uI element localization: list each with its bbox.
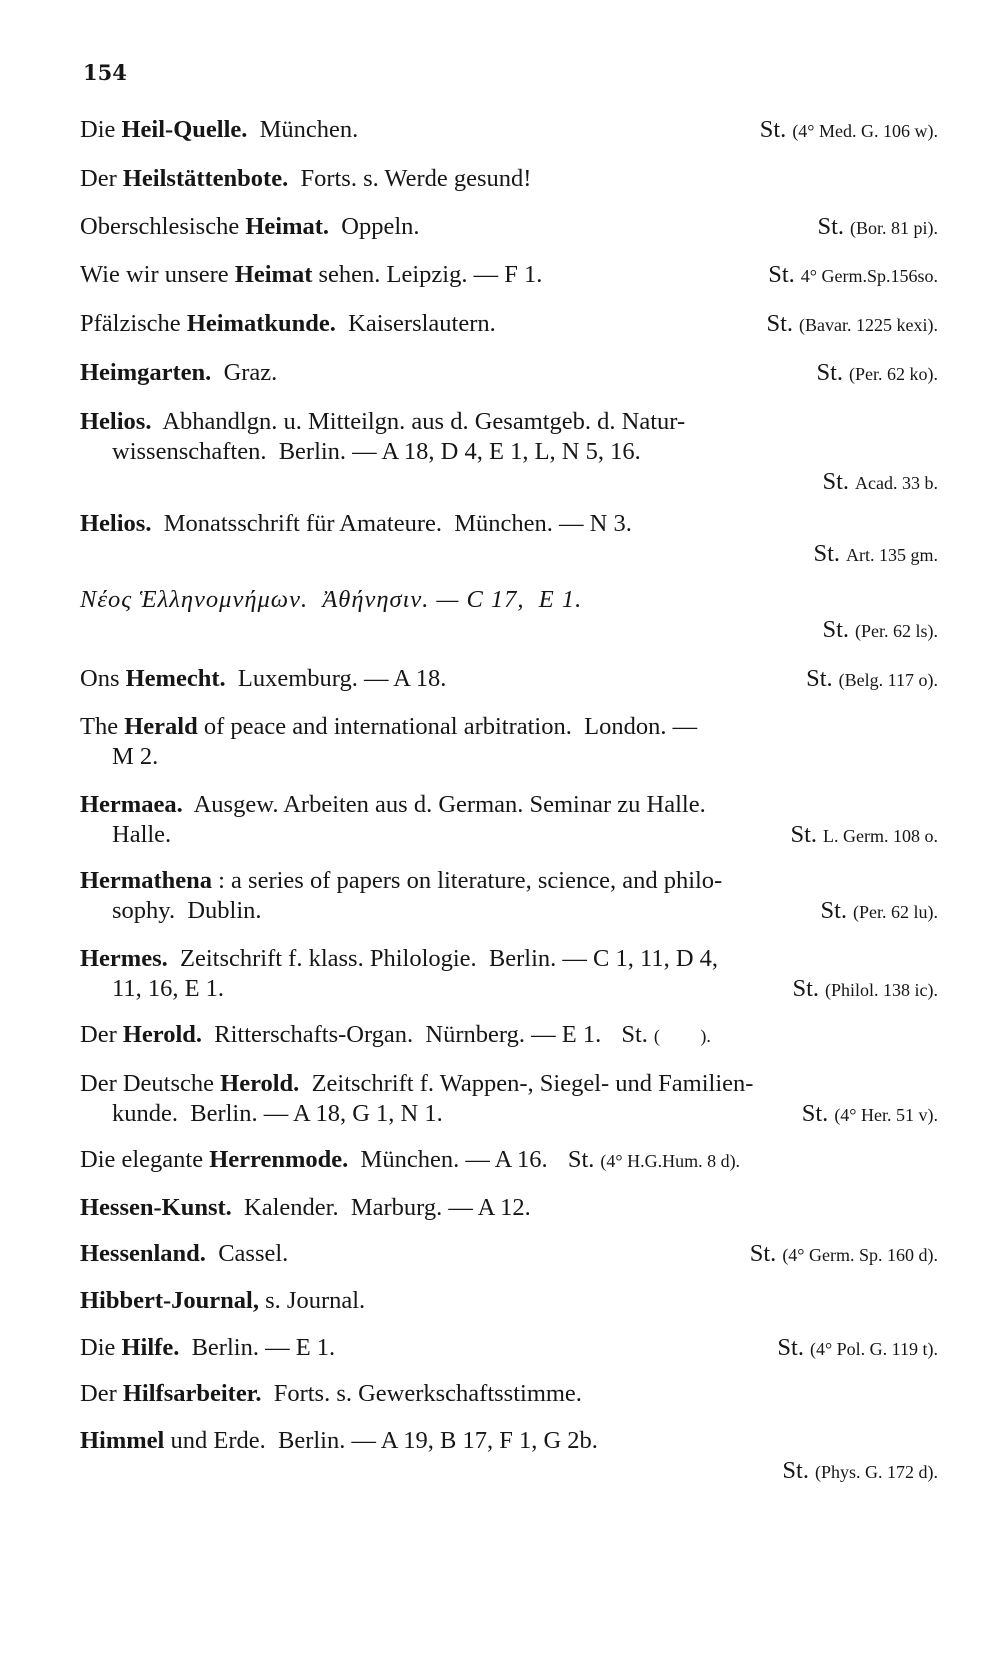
catalog-entry: Himmel und Erde. Berlin. — A 19, B 17, F 1, G 2b. St. (Phys. G. 172 d). (80, 1426, 938, 1487)
entry-title: Herrenmode. (209, 1146, 349, 1173)
shelfmark: St. (Bor. 81 pi). (817, 213, 938, 240)
shelfmark: St. (4° Germ. Sp. 160 d). (749, 1240, 938, 1267)
catalog-entry: Die Hilfe. Berlin. — E 1. St. (4° Pol. G. 119 t). (80, 1333, 938, 1364)
entry-title: Heil-Quelle. (121, 116, 248, 143)
entry-title: Helios. (80, 510, 152, 537)
catalog-entry: Wie wir unsere Heimat sehen. Leipzig. — F 1. St. 4° Germ.Sp.156so. (80, 260, 938, 291)
catalog-entry: Hermaea. Ausgew. Arbeiten aus d. German. Seminar zu Halle. Halle. St. L. Germ. 108 o. (80, 790, 938, 851)
entry-title: Heimatkunde. (186, 310, 336, 337)
shelfmark: St. (Bavar. 1225 kexi). (766, 310, 938, 337)
shelfmark: St. (Per. 62 lu). (820, 897, 938, 924)
entry-title: Hermathena (80, 867, 212, 894)
entry-title: Hemecht. (125, 665, 226, 692)
catalog-entry: Ons Hemecht. Luxemburg. — A 18. St. (Belg. 117 o). (80, 664, 938, 695)
entry-title: Herold. (220, 1070, 300, 1097)
entry-title: Hermaea. (80, 791, 183, 818)
catalog-entry: Der Hilfsarbeiter. Forts. s. Gewerkschaftsstimme. (80, 1380, 582, 1407)
shelfmark: St. (Per. 62 ko). (816, 359, 938, 386)
catalog-entry: Helios. Abhandlgn. u. Mitteilgn. aus d. Gesamtgeb. d. Natur- wissenschaften. Berlin. — A 18, D 4, E 1, L, N 5, 16. St. Acad. 33 b. (80, 407, 938, 498)
catalog-entry: Die elegante Herrenmode. München. — A 16. St. (4° H.G.Hum. 8 d). (80, 1146, 741, 1173)
shelfmark: St. Art. 135 gm. (813, 540, 938, 567)
shelfmark: St. (Per. 62 ls). (822, 616, 938, 643)
catalog-entry: Der Herold. Ritterschafts-Organ. Nürnberg. — E 1. St. ( ). (80, 1021, 711, 1048)
entry-title: Hessenland. (80, 1240, 206, 1267)
catalog-entry (80, 585, 938, 646)
entry-title: Heilstättenbote. (122, 165, 289, 192)
entry-title: Hermes. (80, 945, 168, 972)
catalog-entry: Pfälzische Heimatkunde. Kaiserslautern. St. (Bavar. 1225 kexi). (80, 309, 938, 340)
catalog-entry: Der Heilstättenbote. Forts. s. Werde gesund! (80, 165, 532, 192)
entry-title: Νέος Ἑλληνομνήμων. Ἀθήνησιν. — C 17, E 1. (80, 586, 583, 613)
catalog-entry: Hessen-Kunst. Kalender. Marburg. — A 12. (80, 1194, 531, 1221)
catalog-entry: Die Heil-Quelle. München. St. (4° Med. G. 106 w). (80, 115, 938, 146)
catalog-entry: Oberschlesische Heimat. Oppeln. St. (Bor. 81 pi). (80, 212, 938, 243)
entry-title: Heimat (234, 261, 313, 288)
catalog-entry: The Herald of peace and international arbitration. London. — M 2. (80, 713, 698, 770)
shelfmark: St. (Phys. G. 172 d). (782, 1457, 938, 1484)
entry-title: Hilfsarbeiter. (122, 1380, 262, 1407)
shelfmark: St. Acad. 33 b. (822, 468, 938, 495)
entry-title: Hessen-Kunst. (80, 1194, 232, 1221)
page-number: 154 (83, 60, 127, 85)
catalog-entry: Hibbert-Journal, s. Journal. (80, 1287, 366, 1314)
entry-title: Heimat. (245, 213, 330, 240)
entry-title: Herold. (122, 1021, 203, 1048)
shelfmark: St. (4° Pol. G. 119 t). (777, 1334, 938, 1361)
shelfmark: St. (4° Med. G. 106 w). (759, 116, 938, 143)
entry-title: Himmel (80, 1427, 165, 1454)
entry-title: Helios. (80, 408, 152, 435)
catalog-entry: Helios. Monatsschrift für Amateure. München. — N 3. St. Art. 135 gm. (80, 509, 938, 570)
shelfmark: St. (Belg. 117 o). (806, 665, 938, 692)
catalog-entry: Hessenland. Cassel. St. (4° Germ. Sp. 160 d). (80, 1239, 938, 1270)
shelfmark: St. 4° Germ.Sp.156so. (768, 261, 938, 288)
catalog-entry: Hermes. Zeitschrift f. klass. Philologie. Berlin. — C 1, 11, D 4, 11, 16, E 1. St. (Philol. 138 ic). (80, 944, 938, 1005)
shelfmark: St. ( ). (621, 1021, 711, 1048)
entry-title: Hilfe. (121, 1334, 180, 1361)
catalog-entry: Der Deutsche Herold. Zeitschrift f. Wappen-, Siegel- und Familien- kunde. Berlin. — A 18, G 1, N 1. St. (4° Her. 51 v). (80, 1069, 938, 1130)
shelfmark: St. (4° H.G.Hum. 8 d). (567, 1146, 741, 1173)
catalog-entry: Hermathena : a series of papers on literature, science, and philo- sophy. Dublin. St. (Per. 62 lu). (80, 866, 938, 927)
shelfmark: St. (4° Her. 51 v). (801, 1100, 938, 1127)
entry-title: Heimgarten. (80, 359, 212, 386)
entry-title: Herald (124, 713, 198, 740)
shelfmark: St. L. Germ. 108 o. (790, 821, 938, 848)
shelfmark: St. (Philol. 138 ic). (792, 975, 938, 1002)
catalog-entry: Heimgarten. Graz. St. (Per. 62 ko). (80, 358, 938, 389)
entry-title: Hibbert-Journal, (80, 1287, 259, 1314)
